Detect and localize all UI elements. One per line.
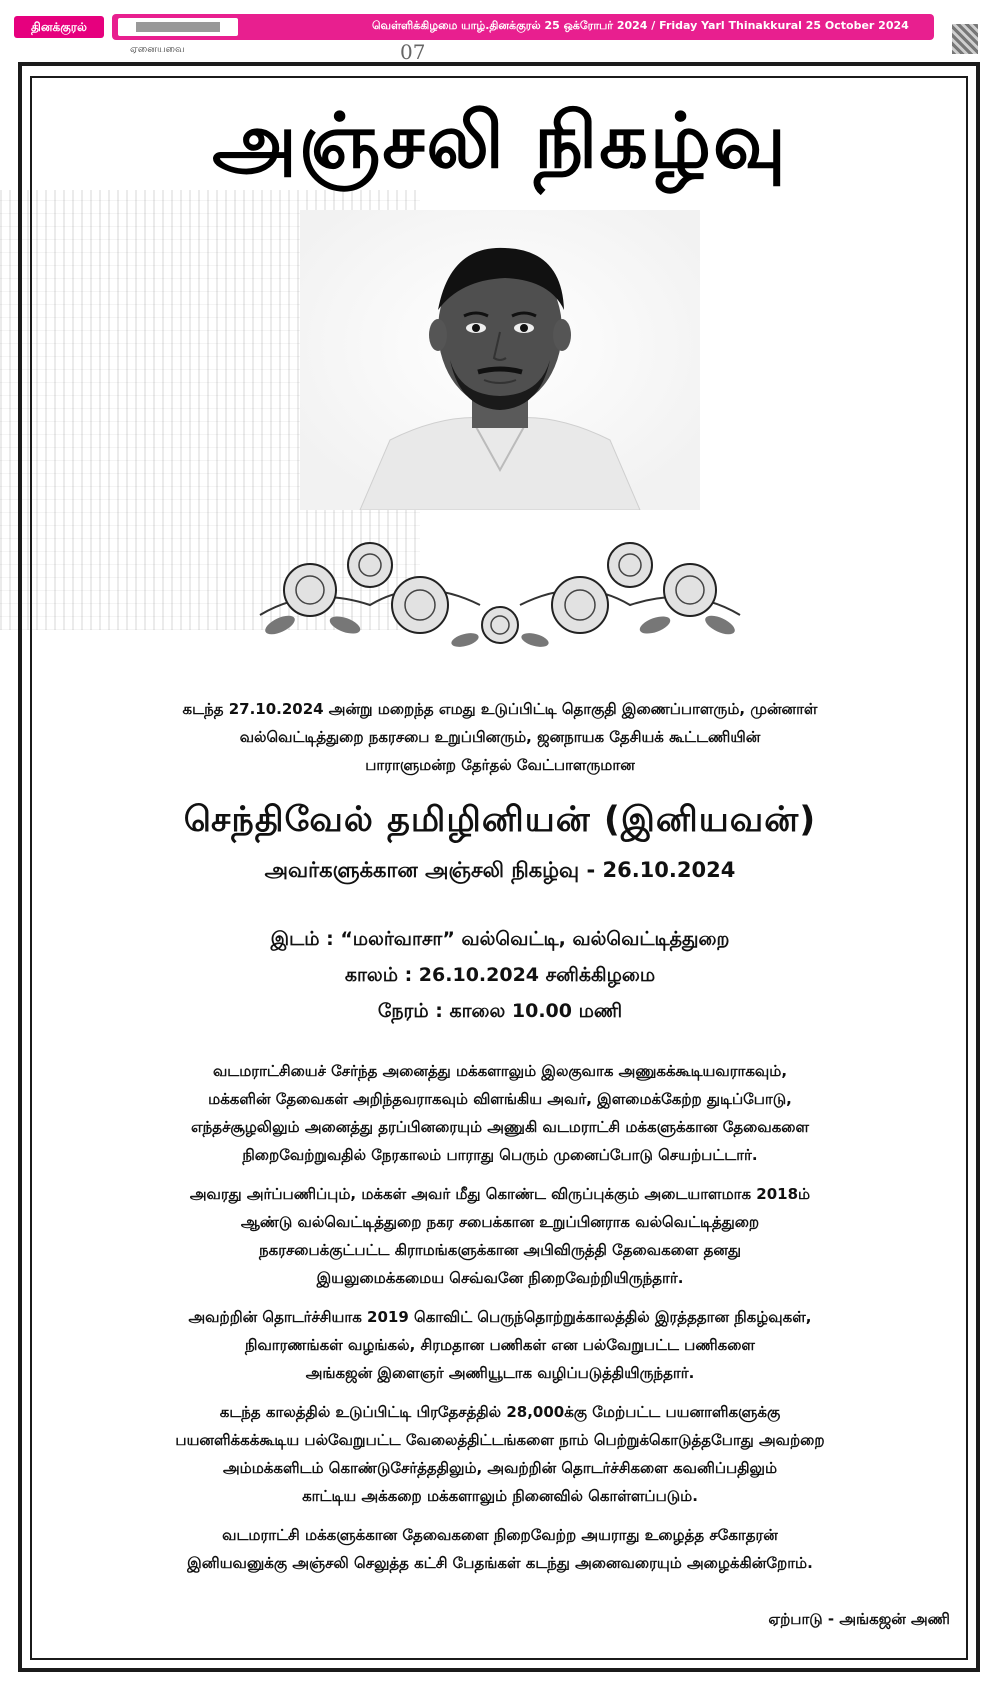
newspaper-logo: தினக்குரல் <box>14 16 104 38</box>
flower-decoration <box>250 495 750 660</box>
event-date: காலம் : 26.10.2024 சனிக்கிழமை <box>344 964 656 986</box>
body-line: வடமராட்சி மக்களுக்கான தேவைகளை நிறைவேற்ற அயராது உழைத்த சகோதரன் <box>222 1526 778 1544</box>
body-line: அவற்றின் தொடர்ச்சியாக 2019 கொவிட் பெருந்தொற்றுக்காலத்தில் இரத்ததான நிகழ்வுகள், <box>188 1308 812 1326</box>
newspaper-header <box>0 12 1000 44</box>
portrait-photo <box>300 210 700 510</box>
body-line: இயலுமைக்கமைய செவ்வனே நிறைவேற்றியிருந்தார். <box>316 1269 684 1287</box>
body-line: பயனளிக்கக்கூடிய பல்வேறுபட்ட வேலைத்திட்டங்களை நாம் பெற்றுக்கொடுத்தபோது அவற்றை <box>175 1431 825 1449</box>
body-line: அவரது அர்ப்பணிப்பும், மக்கள் அவர் மீது கொண்ட விருப்புக்கும் அடையாளமாக 2018ம் <box>189 1185 811 1203</box>
notice-subtitle: அவர்களுக்கான அஞ்சலி நிகழ்வு - 26.10.2024 <box>264 858 736 882</box>
notice-headline: அஞ்சலி நிகழ்வு <box>212 96 788 185</box>
body-line: அம்மக்களிடம் கொண்டுசேர்த்ததிலும், அவற்றின் தொடர்ச்சிகளை கவனிப்பதிலும் <box>222 1459 778 1477</box>
intro-line: கடந்த 27.10.2024 அன்று மறைந்த எமது உடுப்பிட்டி தொகுதி இணைப்பாளரும், முன்னாள் <box>182 700 818 718</box>
event-venue: இடம் : “மலர்வாசா” வல்வெட்டி, வல்வெட்டித்துறை <box>270 928 730 950</box>
date-line: வெள்ளிக்கிழமை யாழ்.தினக்குரல் 25 ஒக்ரோபர் 2024 / Friday Yarl Thinakkural 25 October 2024 <box>372 19 909 32</box>
body-line: வடமராட்சியைச் சேர்ந்த அனைத்து மக்களாலும் இலகுவாக அணுகக்கூடியவராகவும், <box>212 1062 788 1080</box>
event-time: நேரம் : காலை 10.00 மணி <box>377 1000 623 1022</box>
body-line: எந்தச்சூழலிலும் அனைத்து தரப்பினரையும் அணுகி வடமராட்சி மக்களுக்கான தேவைகளை <box>190 1118 810 1136</box>
deceased-name: செந்திவேல் தமிழினியன் (இனியவன்) <box>183 800 817 840</box>
body-line: இனியவனுக்கு அஞ்சலி செலுத்த கட்சி பேதங்கள் கடந்து அனைவரையும் அழைக்கின்றோம். <box>187 1554 813 1572</box>
body-line: மக்களின் தேவைகள் அறிந்தவராகவும் விளங்கிய அவர், இளமைக்கேற்ற துடிப்போடு, <box>208 1090 792 1108</box>
section-label: ஏனையவை <box>130 44 185 55</box>
organizer-credit: ஏற்பாடு - அங்கஜன் அணி <box>768 1610 950 1628</box>
corner-marker-icon <box>952 24 978 54</box>
body-line: நிவாரணங்கள் வழங்கல், சிரமதான பணிகள் என பல்வேறுபட்ட பணிகளை <box>245 1336 755 1354</box>
page-number: 07 <box>400 40 426 64</box>
body-line: அங்கஜன் இளைஞர் அணியூடாக வழிப்படுத்தியிருந்தார். <box>305 1364 695 1382</box>
header-banner <box>112 14 934 40</box>
intro-line: வல்வெட்டித்துறை நகரசபை உறுப்பினரும், ஜனநாயக தேசியக் கூட்டணியின் <box>239 728 761 746</box>
body-line: நகரசபைக்குட்பட்ட கிராமங்களுக்கான அபிவிருத்தி தேவைகளை தனது <box>259 1241 741 1259</box>
body-line: நிறைவேற்றுவதில் நேரகாலம் பாராது பெரும் முனைப்போடு செயற்பட்டார். <box>242 1146 758 1164</box>
intro-line: பாராளுமன்ற தேர்தல் வேட்பாளருமான <box>365 756 635 774</box>
redacted-pill <box>118 18 238 36</box>
body-line: ஆண்டு வல்வெட்டித்துறை நகர சபைக்கான உறுப்பினராக வல்வெட்டித்துறை <box>240 1213 760 1231</box>
body-line: கடந்த காலத்தில் உடுப்பிட்டி பிரதேசத்தில் 28,000க்கு மேற்பட்ட பயனாளிகளுக்கு <box>219 1403 781 1421</box>
body-line: காட்டிய அக்கறை மக்களாலும் நினைவில் கொள்ளப்படும். <box>302 1487 698 1505</box>
